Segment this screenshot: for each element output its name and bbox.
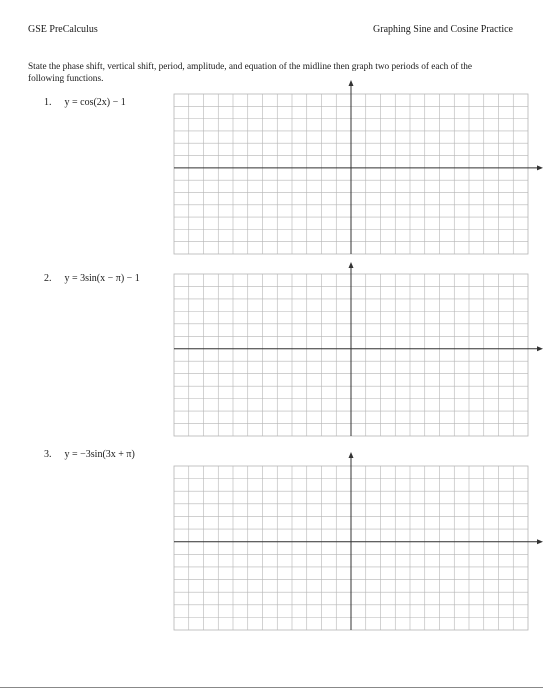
problem-2-equation: y = 3sin(x − π) − 1	[64, 273, 140, 284]
course-name: GSE PreCalculus	[28, 24, 98, 35]
problem-1-equation: y = cos(2x) − 1	[64, 97, 126, 108]
worksheet-title: Graphing Sine and Cosine Practice	[373, 24, 513, 35]
x-axis-arrow	[537, 539, 543, 544]
problem-1-number: 1.	[44, 97, 52, 108]
page-bottom-rule	[0, 687, 543, 688]
problem-3-number: 3.	[44, 449, 52, 460]
instructions: State the phase shift, vertical shift, period, amplitude, and equation of the midline then graph two periods of each of the following functions.	[28, 62, 473, 84]
y-axis-arrow	[349, 452, 354, 458]
problem-2-number: 2.	[44, 273, 52, 284]
problem-3-equation: y = −3sin(3x + π)	[64, 449, 135, 460]
